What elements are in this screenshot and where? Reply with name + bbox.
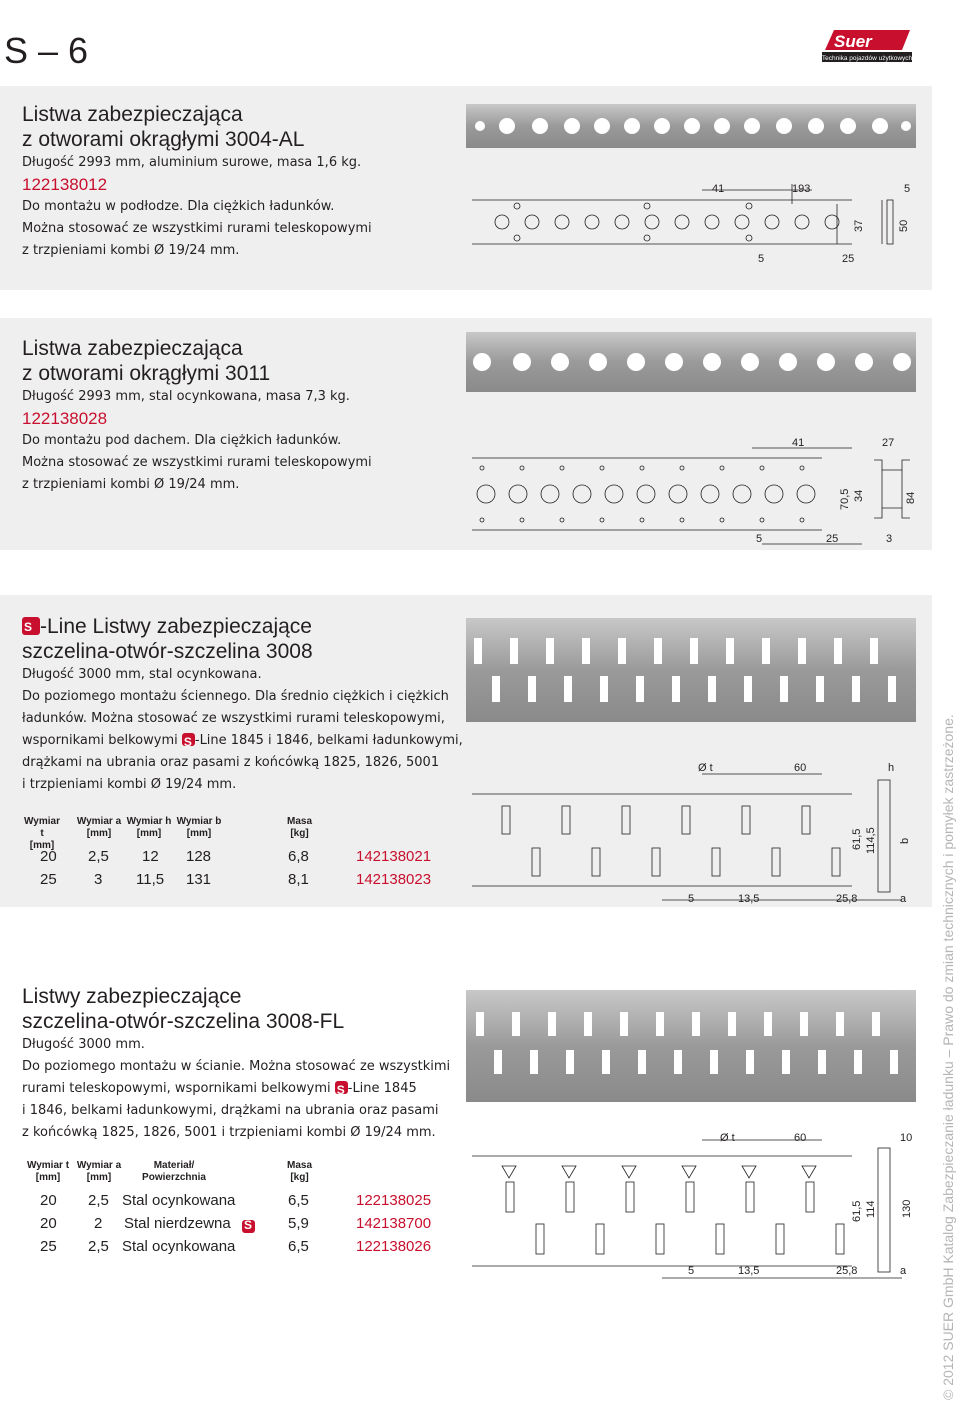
table-header-unit: [mm] <box>35 1172 61 1183</box>
dimension-label: 10 <box>900 1132 913 1144</box>
product-desc: wspornikami belkowymi <box>22 733 182 748</box>
table-header-unit: [kg] <box>290 1172 309 1183</box>
table-cell: Stal ocynkowana <box>122 1192 236 1209</box>
s-line-icon <box>335 1081 348 1094</box>
dimension-label: 34 <box>853 489 865 502</box>
table-header: Wymiar h <box>126 816 172 827</box>
dimension-label: 25 <box>842 253 855 265</box>
product-desc: i 1846, belkami ładunkowymi, drążkami na ubrania oraz pasami <box>22 1103 439 1118</box>
product-desc: rurami teleskopowymi, wspornikami belkowymi <box>22 1081 335 1096</box>
page-number: S – 6 <box>4 30 89 71</box>
dimension-label: 60 <box>794 1132 807 1144</box>
rail-3008-drawing <box>462 614 922 910</box>
table-header: Materiał/ <box>153 1160 195 1171</box>
dimension-label: 41 <box>792 437 805 449</box>
product-desc: Do montażu w podłodze. Dla ciężkich ładunków. <box>22 199 335 214</box>
table-cell: 25 <box>40 1238 57 1255</box>
dimension-label: a <box>900 1265 907 1277</box>
dimension-label: 25 <box>826 533 839 545</box>
product-desc: Można stosować ze wszystkimi rurami teleskopowymi <box>22 221 372 236</box>
rail-3011-drawing <box>462 330 922 546</box>
spec-table <box>22 816 462 896</box>
dimension-label: 27 <box>882 437 895 449</box>
product-1-text <box>22 102 372 262</box>
dimension-label: a <box>900 893 907 905</box>
product-desc: Długość 3000 mm. <box>22 1037 145 1052</box>
product-title-line1: -Line Listwy zabezpieczające <box>40 615 312 638</box>
rail-3008-fl-drawing <box>462 986 922 1286</box>
table-cell-code: 142138023 <box>356 871 432 888</box>
product-4-text <box>22 984 450 1144</box>
table-cell: 5,9 <box>288 1215 309 1232</box>
logo-brand: Suer <box>834 32 872 51</box>
product-title-line2: szczelina-otwór-szczelina 3008-FL <box>22 1010 345 1033</box>
product-title-line1: Listwa zabezpieczająca <box>22 103 243 126</box>
product-desc: -Line 1845 i 1846, belkami ładunkowymi, <box>194 733 463 748</box>
dimension-label: 41 <box>712 183 725 195</box>
product-2-text <box>22 336 372 496</box>
dimension-label: 3 <box>886 533 893 545</box>
product-desc: z końcówką 1825, 1826, 5001 i trzpieniami kombi Ø 19/24 mm. <box>22 1125 436 1140</box>
product-title-line2: z otworami okrągłymi 3011 <box>22 362 271 385</box>
s-line-icon <box>22 617 40 635</box>
table-cell: 20 <box>40 848 57 865</box>
table-cell: 20 <box>40 1215 57 1232</box>
dimension-label: 5 <box>688 893 695 905</box>
product-desc: -Line 1845 <box>347 1081 417 1096</box>
dimension-label: 114 <box>865 1200 877 1218</box>
table-header: Wymiar t <box>24 816 60 839</box>
s-line-icon <box>182 733 195 746</box>
table-cell: 6,8 <box>288 848 309 865</box>
logo-tagline: Technika pojazdów użytkowych <box>822 55 912 62</box>
product-3-text <box>22 614 463 796</box>
table-header-unit: [mm] <box>86 1172 112 1183</box>
dimension-label: 13,5 <box>738 1265 760 1277</box>
rail-photo <box>466 332 916 392</box>
table-cell: 8,1 <box>288 871 309 888</box>
product-desc: ładunków. Można stosować ze wszystkimi rurami teleskopowymi, <box>22 711 445 726</box>
table-cell: 3 <box>94 871 103 888</box>
product-code: 122138012 <box>22 175 108 194</box>
table-header: Wymiar t <box>26 1160 70 1171</box>
table-header-unit: [kg] <box>290 828 309 839</box>
table-cell: 6,5 <box>288 1238 309 1255</box>
suer-logo <box>822 30 912 64</box>
rail-photo <box>466 990 916 1102</box>
dimension-label: 50 <box>898 219 910 232</box>
product-desc: Do montażu pod dachem. Dla ciężkich ładunków. <box>22 433 342 448</box>
table-cell: 128 <box>186 848 212 865</box>
table-header: Masa <box>286 1160 312 1171</box>
dimension-label: 5 <box>688 1265 695 1277</box>
table-header: Wymiar a <box>76 1160 122 1171</box>
dimension-label: h <box>888 762 895 774</box>
dimension-label: b <box>899 837 911 844</box>
dimension-label: 61,5 <box>851 1200 863 1222</box>
table-cell: Stal ocynkowana <box>122 1238 236 1255</box>
table-cell-code: 142138021 <box>356 848 432 865</box>
product-desc: Można stosować ze wszystkimi rurami teleskopowymi <box>22 455 372 470</box>
dimension-label: 114,5 <box>865 827 877 854</box>
product-title-line2: z otworami okrągłymi 3004-AL <box>22 128 305 151</box>
table-header-unit: [mm] <box>29 840 55 851</box>
dimension-label: 5 <box>904 183 911 195</box>
dimension-label: 25,8 <box>836 1265 858 1277</box>
dimension-label: 60 <box>794 762 807 774</box>
dimension-label: Ø t <box>720 1132 735 1144</box>
table-cell: 2 <box>94 1215 103 1232</box>
table-cell-code: 142138700 <box>356 1215 432 1232</box>
dimension-label: 37 <box>853 219 865 232</box>
table-header-unit: Powierzchnia <box>142 1172 206 1183</box>
dimension-label: 70,5 <box>839 488 851 510</box>
table-header-unit: [mm] <box>136 828 162 839</box>
table-cell: 6,5 <box>288 1192 309 1209</box>
table-cell: 2,5 <box>88 1192 109 1209</box>
product-desc: z trzpieniami kombi Ø 19/24 mm. <box>22 477 240 492</box>
table-cell: 2,5 <box>88 848 109 865</box>
table-cell: Stal nierdzewna <box>124 1215 231 1232</box>
spec-table <box>22 1160 462 1260</box>
table-cell-code: 122138026 <box>356 1238 432 1255</box>
table-cell: 20 <box>40 1192 57 1209</box>
dimension-label: 61,5 <box>851 828 863 850</box>
table-cell: 12 <box>142 848 159 865</box>
rail-photo <box>466 618 916 722</box>
product-desc: z trzpieniami kombi Ø 19/24 mm. <box>22 243 240 258</box>
s-line-icon <box>242 1220 255 1233</box>
product-desc: i trzpieniami kombi Ø 19/24 mm. <box>22 777 237 792</box>
product-desc: Długość 2993 mm, aluminium surowe, masa 1,6 kg. <box>22 155 362 170</box>
product-desc: drążkami na ubrania oraz pasami z końcówką 1825, 1826, 5001 <box>22 755 440 770</box>
product-desc: Do poziomego montażu w ścianie. Można stosować ze wszystkimi <box>22 1059 451 1074</box>
table-header: Masa <box>286 816 312 827</box>
table-cell-code: 122138025 <box>356 1192 432 1209</box>
table-header-unit: [mm] <box>186 828 212 839</box>
table-header: Wymiar a <box>76 816 122 827</box>
dimension-label: 193 <box>792 183 811 195</box>
product-desc: Długość 3000 mm, stal ocynkowana. <box>22 667 262 682</box>
rail-3004-drawing <box>462 104 922 280</box>
product-code: 122138028 <box>22 409 108 428</box>
dimension-label: 5 <box>756 533 763 545</box>
product-desc: Długość 2993 mm, stal ocynkowana, masa 7,3 kg. <box>22 389 350 404</box>
table-cell: 25 <box>40 871 57 888</box>
dimension-label: 84 <box>905 491 917 504</box>
product-title-line2: szczelina-otwór-szczelina 3008 <box>22 640 313 663</box>
table-cell: 2,5 <box>88 1238 109 1255</box>
table-header-unit: [mm] <box>86 828 112 839</box>
product-title-line1: Listwy zabezpieczające <box>22 985 242 1008</box>
product-title-line1: Listwa zabezpieczająca <box>22 337 243 360</box>
copyright-side-text: © 2012 SUER GmbH Katalog Zabezpieczanie ładunku – Prawo do zmian technicznych i pomyłek zastrzeżone. <box>940 714 956 1400</box>
table-cell: 131 <box>186 871 212 888</box>
product-desc: Do poziomego montażu ściennego. Dla średnio ciężkich i ciężkich <box>22 689 449 704</box>
dimension-label: 5 <box>758 253 765 265</box>
table-cell: 11,5 <box>136 871 165 888</box>
dimension-label: 13,5 <box>738 893 760 905</box>
dimension-label: 130 <box>901 1199 913 1218</box>
table-header: Wymiar b <box>176 816 222 827</box>
dimension-label: Ø t <box>698 762 713 774</box>
dimension-label: 25,8 <box>836 893 858 905</box>
